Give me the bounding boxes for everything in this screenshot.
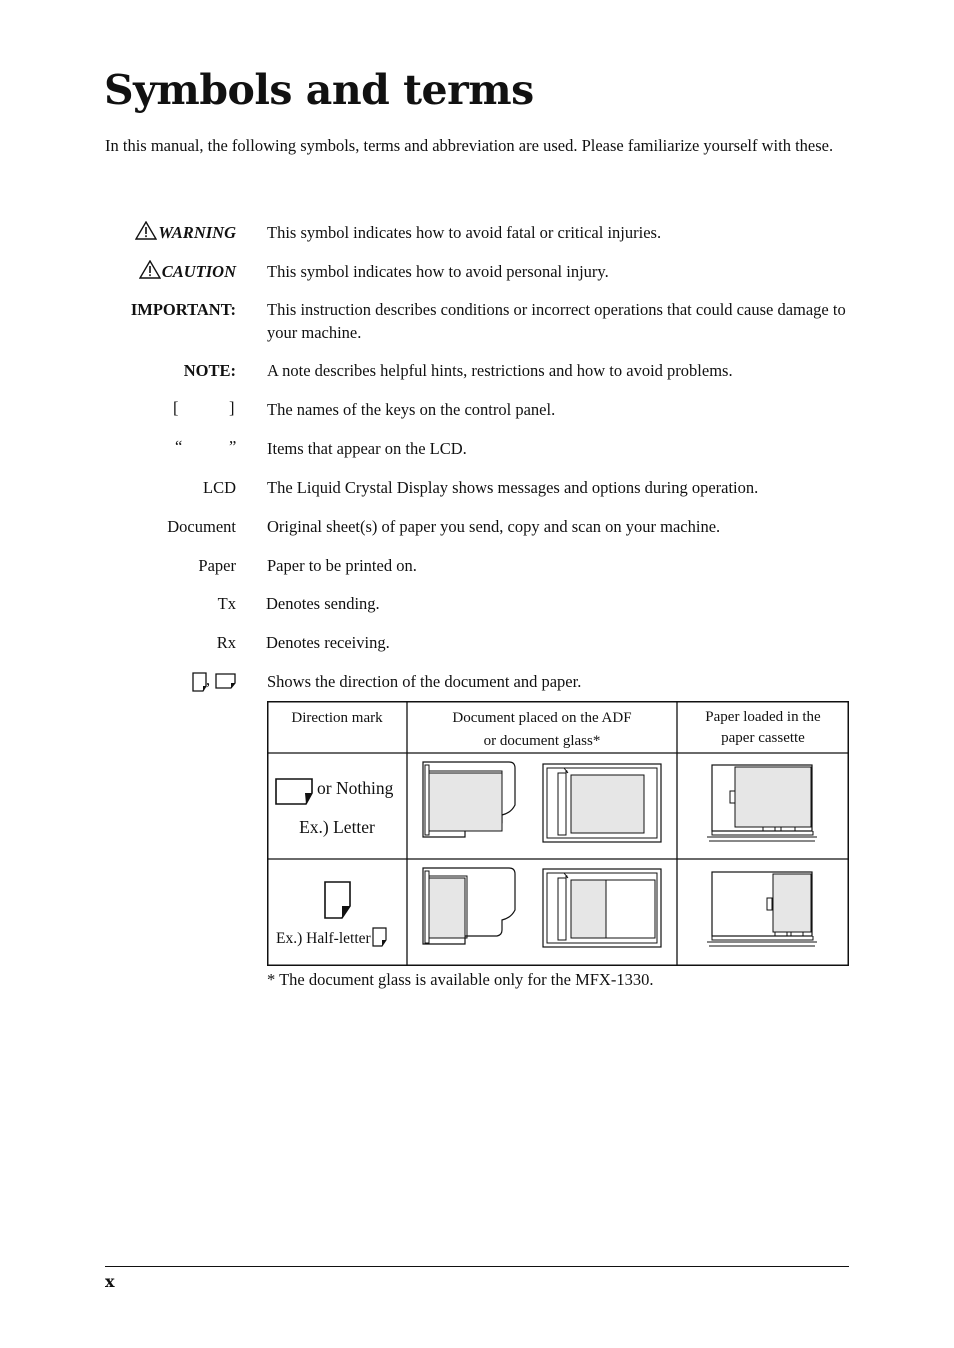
rx-term: Rx — [216, 633, 236, 652]
bracket-close: ] — [229, 398, 235, 417]
note-term: NOTE: — [183, 361, 236, 380]
page-number: x — [105, 1272, 115, 1291]
page-title: Symbols and terms — [104, 66, 534, 114]
warning-label: WARNING — [158, 223, 236, 242]
header-direction-mark: Direction mark — [291, 710, 383, 726]
landscape-page-icon — [275, 778, 313, 806]
warning-triangle-icon — [135, 221, 157, 240]
paper-term: Paper — [198, 556, 236, 575]
portrait-page-icon — [324, 881, 352, 919]
note-definition: A note describes helpful hints, restrictions and how to avoid problems. — [267, 361, 733, 380]
caution-term — [139, 260, 236, 283]
header-document-line2: or document glass* — [483, 733, 601, 749]
bracket-open: [ — [173, 398, 179, 417]
table-footnote: * The document glass is available only for the MFX-1330. — [267, 970, 654, 989]
paper-definition: Paper to be printed on. — [267, 556, 417, 575]
lcd-term: LCD — [203, 478, 236, 497]
row2-document-diagram — [407, 860, 677, 966]
portrait-page-icon — [192, 672, 238, 694]
footer-rule — [105, 1266, 849, 1267]
direction-table — [267, 701, 849, 966]
document-term: Document — [167, 517, 236, 536]
direction-definition: Shows the direction of the document and paper. — [267, 672, 582, 691]
row2-cassette-diagram — [677, 860, 849, 966]
direction-icons — [192, 672, 238, 694]
portrait-page-icon — [372, 927, 388, 947]
half-letter-label: Ex.) Half-letter — [276, 930, 371, 947]
header-paper-line2: paper cassette — [721, 730, 805, 746]
important-definition: This instruction describes conditions or incorrect operations that could cause damage to your machine. — [267, 300, 846, 342]
row1-example: Ex.) Letter — [299, 817, 375, 837]
row2-example — [276, 927, 407, 948]
warning-triangle-icon — [139, 260, 161, 279]
intro-paragraph: In this manual, the following symbols, terms and abbreviation are used. Please familiarize yourself with these. — [105, 136, 834, 155]
header-paper-line1: Paper loaded in the — [705, 709, 821, 725]
direction-comma: , — [206, 670, 211, 689]
row1-mark — [275, 778, 407, 808]
row1-document-diagram — [407, 755, 677, 859]
quote-close: ” — [229, 437, 237, 456]
caution-label: CAUTION — [161, 262, 236, 281]
lcd-definition: The Liquid Crystal Display shows messages and options during operation. — [267, 478, 759, 497]
quote-open: “ — [175, 437, 183, 456]
rx-definition: Denotes receiving. — [266, 633, 390, 652]
or-nothing-label: or Nothing — [317, 778, 394, 798]
row1-cassette-diagram — [677, 755, 849, 859]
warning-definition: This symbol indicates how to avoid fatal or critical injuries. — [267, 223, 662, 242]
header-document-line1: Document placed on the ADF — [452, 710, 632, 726]
header-document-placed — [407, 707, 677, 752]
important-term: IMPORTANT: — [130, 300, 236, 319]
tx-definition: Denotes sending. — [266, 594, 380, 613]
warning-term — [135, 221, 236, 244]
header-paper-loaded — [677, 707, 849, 749]
document-definition: Original sheet(s) of paper you send, copy and scan on your machine. — [267, 517, 721, 536]
caution-definition: This symbol indicates how to avoid personal injury. — [267, 262, 609, 281]
lcd-items-definition: Items that appear on the LCD. — [267, 439, 467, 458]
keys-definition: The names of the keys on the control panel. — [267, 400, 556, 419]
tx-term: Tx — [217, 594, 236, 613]
